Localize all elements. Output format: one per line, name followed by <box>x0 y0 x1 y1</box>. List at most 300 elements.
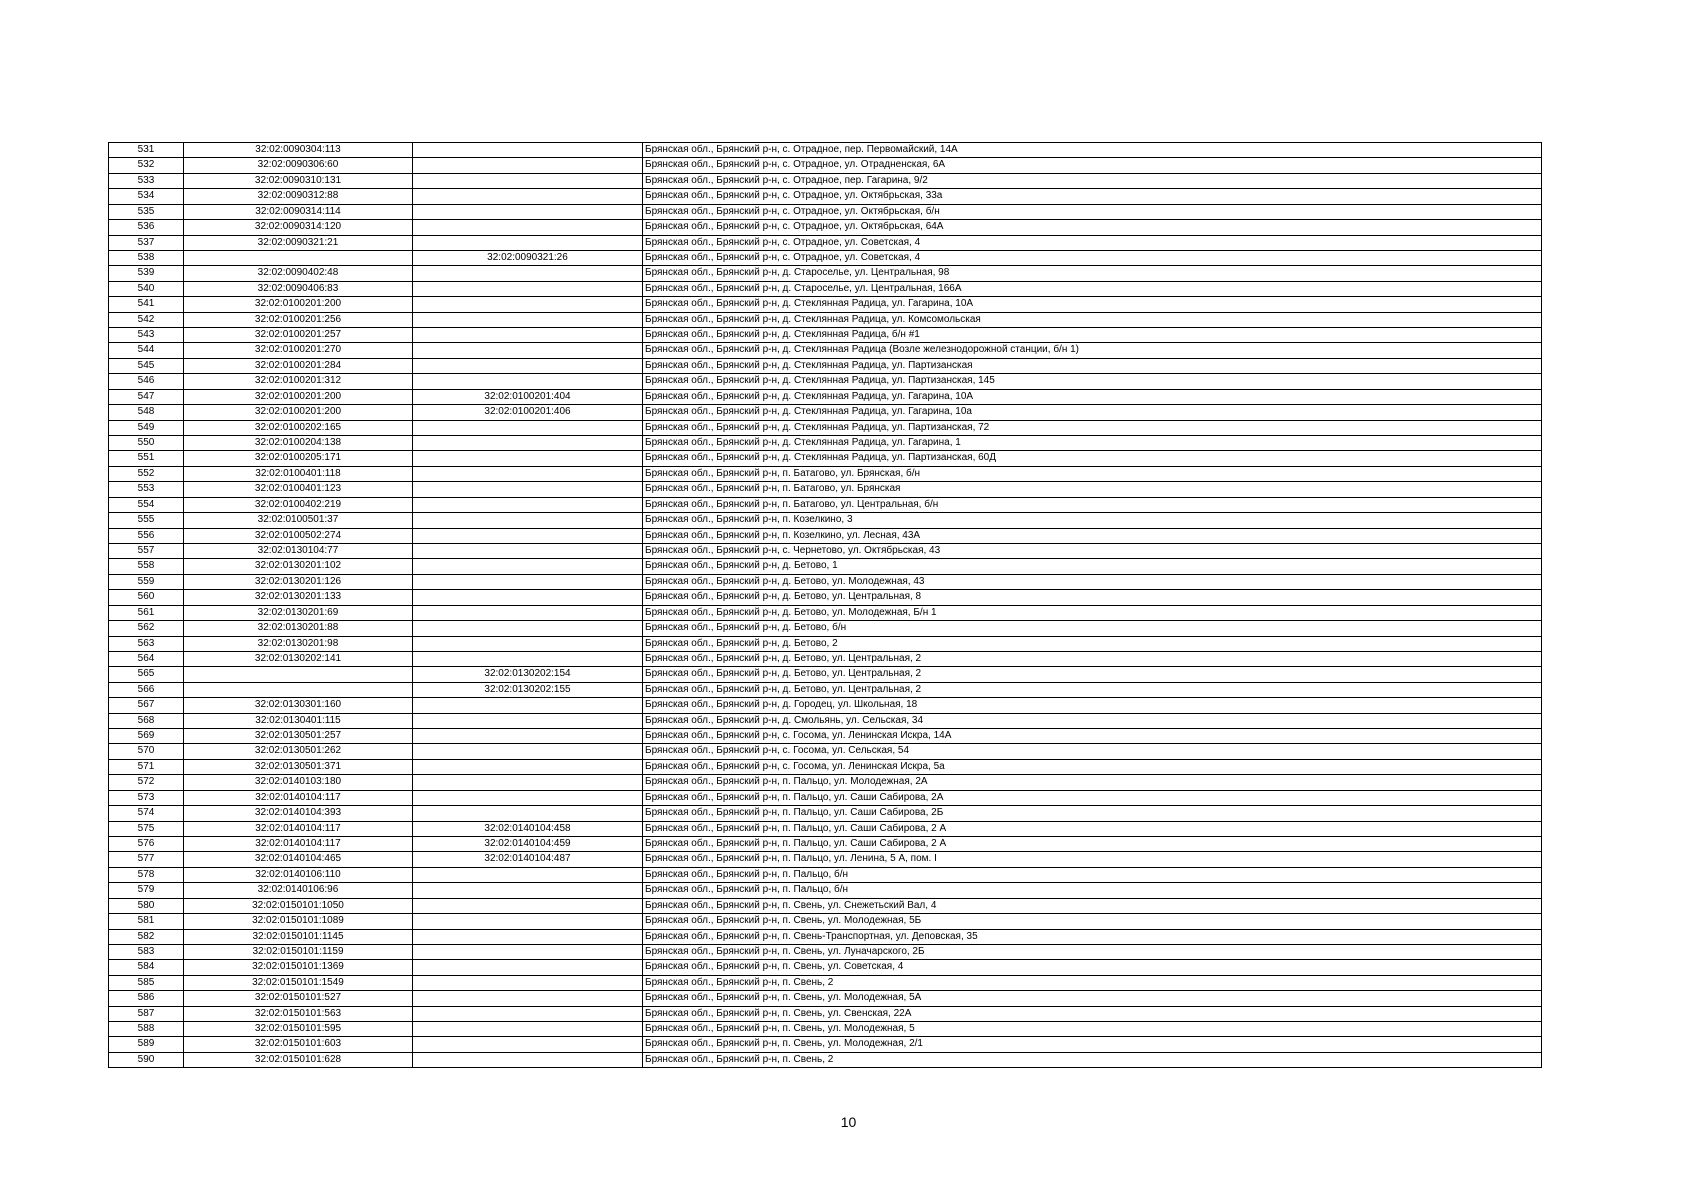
related-cadastral-number-cell <box>413 204 643 219</box>
address-cell: Брянская обл., Брянский р-н, с. Отрадное, ул. Октябрьская, 64А <box>643 220 1542 235</box>
address-cell: Брянская обл., Брянский р-н, д. Бетово, 1 <box>643 559 1542 574</box>
related-cadastral-number-cell <box>413 775 643 790</box>
row-number-cell: 532 <box>109 158 184 173</box>
cadastral-number-cell: 32:02:0140104:117 <box>184 790 413 805</box>
table-row <box>109 158 1542 173</box>
cadastral-number-cell: 32:02:0150101:595 <box>184 1022 413 1037</box>
cadastral-number-cell: 32:02:0100502:274 <box>184 528 413 543</box>
related-cadastral-number-cell <box>413 281 643 296</box>
row-number-cell: 552 <box>109 466 184 481</box>
row-number-cell: 531 <box>109 143 184 158</box>
table-row <box>109 266 1542 281</box>
table-row <box>109 1052 1542 1067</box>
related-cadastral-number-cell <box>413 975 643 990</box>
cadastral-number-cell: 32:02:0140104:117 <box>184 821 413 836</box>
row-number-cell: 539 <box>109 266 184 281</box>
row-number-cell: 567 <box>109 698 184 713</box>
cadastral-number-cell: 32:02:0130201:102 <box>184 559 413 574</box>
address-cell: Брянская обл., Брянский р-н, д. Смольянь, ул. Сельская, 34 <box>643 713 1542 728</box>
table-row <box>109 358 1542 373</box>
cadastral-number-cell: 32:02:0100401:118 <box>184 466 413 481</box>
related-cadastral-number-cell <box>413 590 643 605</box>
related-cadastral-number-cell <box>413 574 643 589</box>
table-row <box>109 682 1542 697</box>
row-number-cell: 559 <box>109 574 184 589</box>
address-cell: Брянская обл., Брянский р-н, д. Староселье, ул. Центральная, 166А <box>643 281 1542 296</box>
row-number-cell: 547 <box>109 389 184 404</box>
address-cell: Брянская обл., Брянский р-н, д. Городец, ул. Школьная, 18 <box>643 698 1542 713</box>
table-row <box>109 374 1542 389</box>
table-row <box>109 389 1542 404</box>
row-number-cell: 557 <box>109 543 184 558</box>
related-cadastral-number-cell <box>413 651 643 666</box>
cadastral-number-cell: 32:02:0130501:262 <box>184 744 413 759</box>
row-number-cell: 551 <box>109 451 184 466</box>
row-number-cell: 566 <box>109 682 184 697</box>
cadastral-number-cell: 32:02:0140106:110 <box>184 867 413 882</box>
row-number-cell: 543 <box>109 328 184 343</box>
related-cadastral-number-cell <box>413 991 643 1006</box>
row-number-cell: 558 <box>109 559 184 574</box>
row-number-cell: 545 <box>109 358 184 373</box>
related-cadastral-number-cell <box>413 867 643 882</box>
row-number-cell: 555 <box>109 513 184 528</box>
cadastral-number-cell: 32:02:0150101:1159 <box>184 944 413 959</box>
address-cell: Брянская обл., Брянский р-н, п. Свень, ул. Луначарского, 2Б <box>643 944 1542 959</box>
cadastral-number-cell: 32:02:0130201:98 <box>184 636 413 651</box>
address-cell: Брянская обл., Брянский р-н, д. Стеклянная Радица, ул. Партизанская, 60Д <box>643 451 1542 466</box>
related-cadastral-number-cell <box>413 328 643 343</box>
table-row <box>109 883 1542 898</box>
address-cell: Брянская обл., Брянский р-н, п. Свень, 2 <box>643 1052 1542 1067</box>
related-cadastral-number-cell <box>413 343 643 358</box>
related-cadastral-number-cell: 32:02:0090321:26 <box>413 250 643 265</box>
cadastral-number-cell: 32:02:0150101:1369 <box>184 960 413 975</box>
address-cell: Брянская обл., Брянский р-н, д. Стеклянная Радица, б/н #1 <box>643 328 1542 343</box>
address-cell: Брянская обл., Брянский р-н, п. Козелкино, 3 <box>643 513 1542 528</box>
cadastral-number-cell: 32:02:0100201:256 <box>184 312 413 327</box>
related-cadastral-number-cell: 32:02:0140104:459 <box>413 836 643 851</box>
cadastral-number-cell: 32:02:0100201:312 <box>184 374 413 389</box>
related-cadastral-number-cell <box>413 374 643 389</box>
related-cadastral-number-cell <box>413 173 643 188</box>
address-cell: Брянская обл., Брянский р-н, п. Пальцо, ул. Саши Сабирова, 2Б <box>643 806 1542 821</box>
cadastral-number-cell: 32:02:0130501:371 <box>184 759 413 774</box>
row-number-cell: 542 <box>109 312 184 327</box>
address-cell: Брянская обл., Брянский р-н, п. Батагово, ул. Брянская, б/н <box>643 466 1542 481</box>
cadastral-number-cell: 32:02:0150101:603 <box>184 1037 413 1052</box>
related-cadastral-number-cell <box>413 451 643 466</box>
cadastral-number-cell: 32:02:0090321:21 <box>184 235 413 250</box>
cadastral-number-cell: 32:02:0100205:171 <box>184 451 413 466</box>
related-cadastral-number-cell <box>413 1022 643 1037</box>
table-row <box>109 744 1542 759</box>
address-cell: Брянская обл., Брянский р-н, п. Пальцо, б/н <box>643 883 1542 898</box>
cadastral-number-cell: 32:02:0150101:628 <box>184 1052 413 1067</box>
table-row <box>109 173 1542 188</box>
table-row <box>109 836 1542 851</box>
related-cadastral-number-cell <box>413 759 643 774</box>
table-row <box>109 528 1542 543</box>
address-cell: Брянская обл., Брянский р-н, п. Свень, ул. Свенская, 22А <box>643 1006 1542 1021</box>
row-number-cell: 562 <box>109 621 184 636</box>
cadastral-number-cell: 32:02:0130201:88 <box>184 621 413 636</box>
address-cell: Брянская обл., Брянский р-н, д. Староселье, ул. Центральная, 98 <box>643 266 1542 281</box>
related-cadastral-number-cell <box>413 482 643 497</box>
related-cadastral-number-cell <box>413 559 643 574</box>
cadastral-number-cell: 32:02:0130301:160 <box>184 698 413 713</box>
row-number-cell: 541 <box>109 297 184 312</box>
table-row <box>109 898 1542 913</box>
address-cell: Брянская обл., Брянский р-н, п. Свень, ул. Снежетьский Вал, 4 <box>643 898 1542 913</box>
table-row <box>109 914 1542 929</box>
related-cadastral-number-cell <box>413 189 643 204</box>
address-cell: Брянская обл., Брянский р-н, д. Стеклянная Радица, ул. Гагарина, 1 <box>643 436 1542 451</box>
cadastral-number-cell: 32:02:0150101:1050 <box>184 898 413 913</box>
related-cadastral-number-cell <box>413 497 643 512</box>
cadastral-number-cell: 32:02:0130201:133 <box>184 590 413 605</box>
table-row <box>109 713 1542 728</box>
related-cadastral-number-cell <box>413 358 643 373</box>
cadastral-number-cell: 32:02:0130401:115 <box>184 713 413 728</box>
row-number-cell: 579 <box>109 883 184 898</box>
row-number-cell: 589 <box>109 1037 184 1052</box>
table-row <box>109 790 1542 805</box>
cadastral-number-cell: 32:02:0100501:37 <box>184 513 413 528</box>
table-row <box>109 852 1542 867</box>
related-cadastral-number-cell <box>413 1006 643 1021</box>
address-cell: Брянская обл., Брянский р-н, п. Пальцо, ул. Саши Сабирова, 2А <box>643 790 1542 805</box>
table-row <box>109 189 1542 204</box>
cadastral-number-cell: 32:02:0100201:270 <box>184 343 413 358</box>
table-row <box>109 436 1542 451</box>
address-cell: Брянская обл., Брянский р-н, с. Отрадное, ул. Советская, 4 <box>643 250 1542 265</box>
address-cell: Брянская обл., Брянский р-н, п. Пальцо, ул. Молодежная, 2А <box>643 775 1542 790</box>
address-cell: Брянская обл., Брянский р-н, с. Отрадное, ул. Отрадненская, 6А <box>643 158 1542 173</box>
cadastral-number-cell: 32:02:0150101:563 <box>184 1006 413 1021</box>
cadastral-number-cell: 32:02:0100202:165 <box>184 420 413 435</box>
row-number-cell: 556 <box>109 528 184 543</box>
related-cadastral-number-cell: 32:02:0140104:487 <box>413 852 643 867</box>
table-row <box>109 250 1542 265</box>
cadastral-number-cell: 32:02:0090406:83 <box>184 281 413 296</box>
row-number-cell: 588 <box>109 1022 184 1037</box>
table-row <box>109 651 1542 666</box>
table-row <box>109 636 1542 651</box>
table-row <box>109 405 1542 420</box>
cadastral-number-cell <box>184 250 413 265</box>
register-table-body <box>109 143 1542 1068</box>
related-cadastral-number-cell <box>413 944 643 959</box>
table-row <box>109 775 1542 790</box>
address-cell: Брянская обл., Брянский р-н, п. Батагово, ул. Центральная, б/н <box>643 497 1542 512</box>
table-row <box>109 451 1542 466</box>
cadastral-number-cell: 32:02:0140104:465 <box>184 852 413 867</box>
address-cell: Брянская обл., Брянский р-н, п. Пальцо, ул. Ленина, 5 А, пом. I <box>643 852 1542 867</box>
cadastral-number-cell: 32:02:0150101:527 <box>184 991 413 1006</box>
row-number-cell: 585 <box>109 975 184 990</box>
related-cadastral-number-cell <box>413 312 643 327</box>
row-number-cell: 554 <box>109 497 184 512</box>
row-number-cell: 584 <box>109 960 184 975</box>
address-cell: Брянская обл., Брянский р-н, д. Бетово, ул. Центральная, 2 <box>643 667 1542 682</box>
row-number-cell: 590 <box>109 1052 184 1067</box>
row-number-cell: 573 <box>109 790 184 805</box>
address-cell: Брянская обл., Брянский р-н, п. Свень, ул. Советская, 4 <box>643 960 1542 975</box>
row-number-cell: 576 <box>109 836 184 851</box>
related-cadastral-number-cell <box>413 466 643 481</box>
table-row <box>109 420 1542 435</box>
address-cell: Брянская обл., Брянский р-н, п. Пальцо, ул. Саши Сабирова, 2 А <box>643 821 1542 836</box>
related-cadastral-number-cell <box>413 420 643 435</box>
related-cadastral-number-cell <box>413 698 643 713</box>
cadastral-number-cell: 32:02:0130201:69 <box>184 605 413 620</box>
address-cell: Брянская обл., Брянский р-н, д. Стеклянная Радица, ул. Гагарина, 10А <box>643 389 1542 404</box>
cadastral-number-cell: 32:02:0090304:113 <box>184 143 413 158</box>
address-cell: Брянская обл., Брянский р-н, с. Отрадное, ул. Октябрьская, 33а <box>643 189 1542 204</box>
row-number-cell: 577 <box>109 852 184 867</box>
address-cell: Брянская обл., Брянский р-н, д. Бетово, 2 <box>643 636 1542 651</box>
address-cell: Брянская обл., Брянский р-н, с. Госома, ул. Ленинская Искра, 14А <box>643 729 1542 744</box>
row-number-cell: 533 <box>109 173 184 188</box>
address-cell: Брянская обл., Брянский р-н, п. Козелкино, ул. Лесная, 43А <box>643 528 1542 543</box>
related-cadastral-number-cell <box>413 806 643 821</box>
row-number-cell: 546 <box>109 374 184 389</box>
row-number-cell: 549 <box>109 420 184 435</box>
table-row <box>109 1006 1542 1021</box>
related-cadastral-number-cell <box>413 914 643 929</box>
cadastral-number-cell <box>184 682 413 697</box>
cadastral-number-cell: 32:02:0150101:1089 <box>184 914 413 929</box>
table-row <box>109 482 1542 497</box>
cadastral-number-cell: 32:02:0140103:180 <box>184 775 413 790</box>
table-row <box>109 220 1542 235</box>
row-number-cell: 537 <box>109 235 184 250</box>
related-cadastral-number-cell <box>413 1052 643 1067</box>
address-cell: Брянская обл., Брянский р-н, д. Стеклянная Радица, ул. Комсомольская <box>643 312 1542 327</box>
row-number-cell: 570 <box>109 744 184 759</box>
cadastral-number-cell: 32:02:0090314:120 <box>184 220 413 235</box>
related-cadastral-number-cell <box>413 158 643 173</box>
table-row <box>109 143 1542 158</box>
table-row <box>109 297 1542 312</box>
cadastral-number-cell: 32:02:0150101:1145 <box>184 929 413 944</box>
table-row <box>109 929 1542 944</box>
cadastral-number-cell: 32:02:0150101:1549 <box>184 975 413 990</box>
related-cadastral-number-cell <box>413 713 643 728</box>
cadastral-number-cell: 32:02:0130201:126 <box>184 574 413 589</box>
related-cadastral-number-cell: 32:02:0130202:155 <box>413 682 643 697</box>
table-row <box>109 543 1542 558</box>
cadastral-number-cell: 32:02:0100201:284 <box>184 358 413 373</box>
row-number-cell: 587 <box>109 1006 184 1021</box>
cadastral-number-cell: 32:02:0100402:219 <box>184 497 413 512</box>
row-number-cell: 568 <box>109 713 184 728</box>
row-number-cell: 540 <box>109 281 184 296</box>
table-row <box>109 1022 1542 1037</box>
row-number-cell: 560 <box>109 590 184 605</box>
cadastral-number-cell: 32:02:0100201:200 <box>184 297 413 312</box>
table-row <box>109 991 1542 1006</box>
related-cadastral-number-cell <box>413 543 643 558</box>
related-cadastral-number-cell: 32:02:0100201:404 <box>413 389 643 404</box>
related-cadastral-number-cell <box>413 636 643 651</box>
address-cell: Брянская обл., Брянский р-н, с. Отрадное, ул. Советская, 4 <box>643 235 1542 250</box>
row-number-cell: 565 <box>109 667 184 682</box>
row-number-cell: 575 <box>109 821 184 836</box>
table-row <box>109 821 1542 836</box>
cadastral-number-cell: 32:02:0140104:117 <box>184 836 413 851</box>
table-row <box>109 204 1542 219</box>
related-cadastral-number-cell <box>413 605 643 620</box>
register-table <box>108 142 1542 1068</box>
table-row <box>109 621 1542 636</box>
address-cell: Брянская обл., Брянский р-н, д. Бетово, ул. Центральная, 2 <box>643 682 1542 697</box>
related-cadastral-number-cell <box>413 528 643 543</box>
address-cell: Брянская обл., Брянский р-н, д. Стеклянная Радица, ул. Партизанская, 72 <box>643 420 1542 435</box>
address-cell: Брянская обл., Брянский р-н, п. Свень, ул. Молодежная, 2/1 <box>643 1037 1542 1052</box>
cadastral-number-cell: 32:02:0090306:60 <box>184 158 413 173</box>
related-cadastral-number-cell <box>413 790 643 805</box>
cadastral-number-cell: 32:02:0130202:141 <box>184 651 413 666</box>
related-cadastral-number-cell <box>413 297 643 312</box>
table-row <box>109 466 1542 481</box>
table-row <box>109 605 1542 620</box>
cadastral-number-cell: 32:02:0090310:131 <box>184 173 413 188</box>
related-cadastral-number-cell <box>413 621 643 636</box>
related-cadastral-number-cell: 32:02:0130202:154 <box>413 667 643 682</box>
table-row <box>109 559 1542 574</box>
address-cell: Брянская обл., Брянский р-н, п. Свень, ул. Молодежная, 5Б <box>643 914 1542 929</box>
row-number-cell: 581 <box>109 914 184 929</box>
row-number-cell: 548 <box>109 405 184 420</box>
cadastral-number-cell: 32:02:0140106:96 <box>184 883 413 898</box>
row-number-cell: 580 <box>109 898 184 913</box>
row-number-cell: 536 <box>109 220 184 235</box>
related-cadastral-number-cell <box>413 729 643 744</box>
address-cell: Брянская обл., Брянский р-н, д. Стеклянная Радица (Возле железнодорожной станции, б/н 1) <box>643 343 1542 358</box>
cadastral-number-cell: 32:02:0100201:257 <box>184 328 413 343</box>
row-number-cell: 583 <box>109 944 184 959</box>
cadastral-number-cell: 32:02:0100204:138 <box>184 436 413 451</box>
address-cell: Брянская обл., Брянский р-н, п. Пальцо, ул. Саши Сабирова, 2 А <box>643 836 1542 851</box>
table-row <box>109 235 1542 250</box>
address-cell: Брянская обл., Брянский р-н, с. Госома, ул. Ленинская Искра, 5а <box>643 759 1542 774</box>
row-number-cell: 574 <box>109 806 184 821</box>
address-cell: Брянская обл., Брянский р-н, д. Стеклянная Радица, ул. Гагарина, 10а <box>643 405 1542 420</box>
row-number-cell: 561 <box>109 605 184 620</box>
related-cadastral-number-cell <box>413 898 643 913</box>
related-cadastral-number-cell <box>413 513 643 528</box>
address-cell: Брянская обл., Брянский р-н, д. Бетово, ул. Молодежная, Б/н 1 <box>643 605 1542 620</box>
related-cadastral-number-cell <box>413 929 643 944</box>
row-number-cell: 582 <box>109 929 184 944</box>
address-cell: Брянская обл., Брянский р-н, д. Бетово, ул. Центральная, 8 <box>643 590 1542 605</box>
related-cadastral-number-cell <box>413 220 643 235</box>
row-number-cell: 553 <box>109 482 184 497</box>
table-row <box>109 759 1542 774</box>
related-cadastral-number-cell <box>413 744 643 759</box>
address-cell: Брянская обл., Брянский р-н, п. Батагово, ул. Брянская <box>643 482 1542 497</box>
related-cadastral-number-cell <box>413 235 643 250</box>
row-number-cell: 544 <box>109 343 184 358</box>
row-number-cell: 550 <box>109 436 184 451</box>
address-cell: Брянская обл., Брянский р-н, с. Отрадное, пер. Первомайский, 14А <box>643 143 1542 158</box>
table-row <box>109 1037 1542 1052</box>
table-row <box>109 960 1542 975</box>
cadastral-number-cell: 32:02:0130104:77 <box>184 543 413 558</box>
address-cell: Брянская обл., Брянский р-н, с. Отрадное, пер. Гагарина, 9/2 <box>643 173 1542 188</box>
cadastral-number-cell: 32:02:0100201:200 <box>184 405 413 420</box>
address-cell: Брянская обл., Брянский р-н, с. Отрадное, ул. Октябрьская, б/н <box>643 204 1542 219</box>
table-row <box>109 590 1542 605</box>
table-row <box>109 806 1542 821</box>
page-number: 10 <box>840 1114 857 1130</box>
table-row <box>109 944 1542 959</box>
related-cadastral-number-cell <box>413 266 643 281</box>
address-cell: Брянская обл., Брянский р-н, с. Чернетово, ул. Октябрьская, 43 <box>643 543 1542 558</box>
cadastral-number-cell: 32:02:0090312:88 <box>184 189 413 204</box>
related-cadastral-number-cell <box>413 436 643 451</box>
table-row <box>109 281 1542 296</box>
related-cadastral-number-cell <box>413 1037 643 1052</box>
cadastral-number-cell: 32:02:0090402:48 <box>184 266 413 281</box>
related-cadastral-number-cell <box>413 883 643 898</box>
table-row <box>109 343 1542 358</box>
table-row <box>109 975 1542 990</box>
address-cell: Брянская обл., Брянский р-н, п. Свень, ул. Молодежная, 5 <box>643 1022 1542 1037</box>
table-row <box>109 698 1542 713</box>
row-number-cell: 535 <box>109 204 184 219</box>
table-row <box>109 513 1542 528</box>
row-number-cell: 569 <box>109 729 184 744</box>
row-number-cell: 564 <box>109 651 184 666</box>
table-row <box>109 497 1542 512</box>
related-cadastral-number-cell: 32:02:0100201:406 <box>413 405 643 420</box>
table-row <box>109 312 1542 327</box>
row-number-cell: 586 <box>109 991 184 1006</box>
address-cell: Брянская обл., Брянский р-н, д. Стеклянная Радица, ул. Гагарина, 10А <box>643 297 1542 312</box>
cadastral-number-cell: 32:02:0140104:393 <box>184 806 413 821</box>
table-row <box>109 667 1542 682</box>
address-cell: Брянская обл., Брянский р-н, п. Свень, 2 <box>643 975 1542 990</box>
cadastral-number-cell <box>184 667 413 682</box>
address-cell: Брянская обл., Брянский р-н, д. Стеклянная Радица, ул. Партизанская, 145 <box>643 374 1542 389</box>
address-cell: Брянская обл., Брянский р-н, п. Свень-Транспортная, ул. Деповская, 35 <box>643 929 1542 944</box>
cadastral-number-cell: 32:02:0130501:257 <box>184 729 413 744</box>
row-number-cell: 534 <box>109 189 184 204</box>
related-cadastral-number-cell <box>413 960 643 975</box>
row-number-cell: 563 <box>109 636 184 651</box>
address-cell: Брянская обл., Брянский р-н, д. Стеклянная Радица, ул. Партизанская <box>643 358 1542 373</box>
row-number-cell: 538 <box>109 250 184 265</box>
row-number-cell: 572 <box>109 775 184 790</box>
address-cell: Брянская обл., Брянский р-н, с. Госома, ул. Сельская, 54 <box>643 744 1542 759</box>
table-row <box>109 867 1542 882</box>
address-cell: Брянская обл., Брянский р-н, д. Бетово, б/н <box>643 621 1542 636</box>
row-number-cell: 571 <box>109 759 184 774</box>
cadastral-number-cell: 32:02:0090314:114 <box>184 204 413 219</box>
table-row <box>109 729 1542 744</box>
related-cadastral-number-cell <box>413 143 643 158</box>
row-number-cell: 578 <box>109 867 184 882</box>
table-row <box>109 328 1542 343</box>
cadastral-number-cell: 32:02:0100201:200 <box>184 389 413 404</box>
address-cell: Брянская обл., Брянский р-н, п. Пальцо, б/н <box>643 867 1542 882</box>
cadastral-number-cell: 32:02:0100401:123 <box>184 482 413 497</box>
related-cadastral-number-cell: 32:02:0140104:458 <box>413 821 643 836</box>
address-cell: Брянская обл., Брянский р-н, д. Бетово, ул. Центральная, 2 <box>643 651 1542 666</box>
